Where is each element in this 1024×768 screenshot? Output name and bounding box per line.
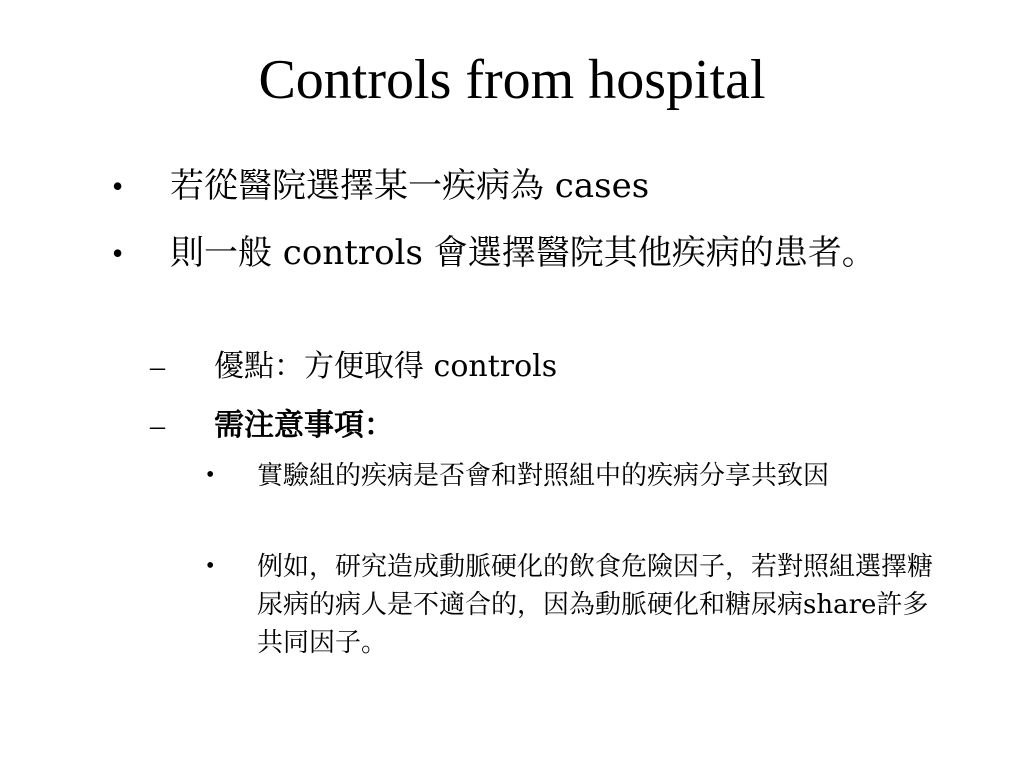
bullet-text: 若從醫院選擇某一疾病為 cases xyxy=(170,166,650,206)
bullet-dot-icon: • xyxy=(112,168,124,204)
bullet-text: 例如，研究造成動脈硬化的飲食危險因子，若對照組選擇糖尿病的病人是不適合的，因為動脈硬化和糖尿病share許多共同因子。 xyxy=(257,552,934,658)
bullet-dot-icon: • xyxy=(206,462,215,488)
bullet-dot-icon: • xyxy=(206,553,215,579)
bullet-text: 優點：方便取得 controls xyxy=(214,349,558,384)
dash-icon: – xyxy=(150,409,165,442)
bullet-text: 則一般 controls 會選擇醫院其他疾病的患者。 xyxy=(170,233,876,273)
dash-icon: – xyxy=(150,350,165,383)
slide-title: Controls from hospital xyxy=(258,49,766,111)
bullet-dot-icon: • xyxy=(112,235,124,271)
bullet-text: 需注意事項： xyxy=(214,408,394,443)
bullet-text: 實驗組的疾病是否會和對照組中的疾病分享共致因 xyxy=(257,461,830,491)
